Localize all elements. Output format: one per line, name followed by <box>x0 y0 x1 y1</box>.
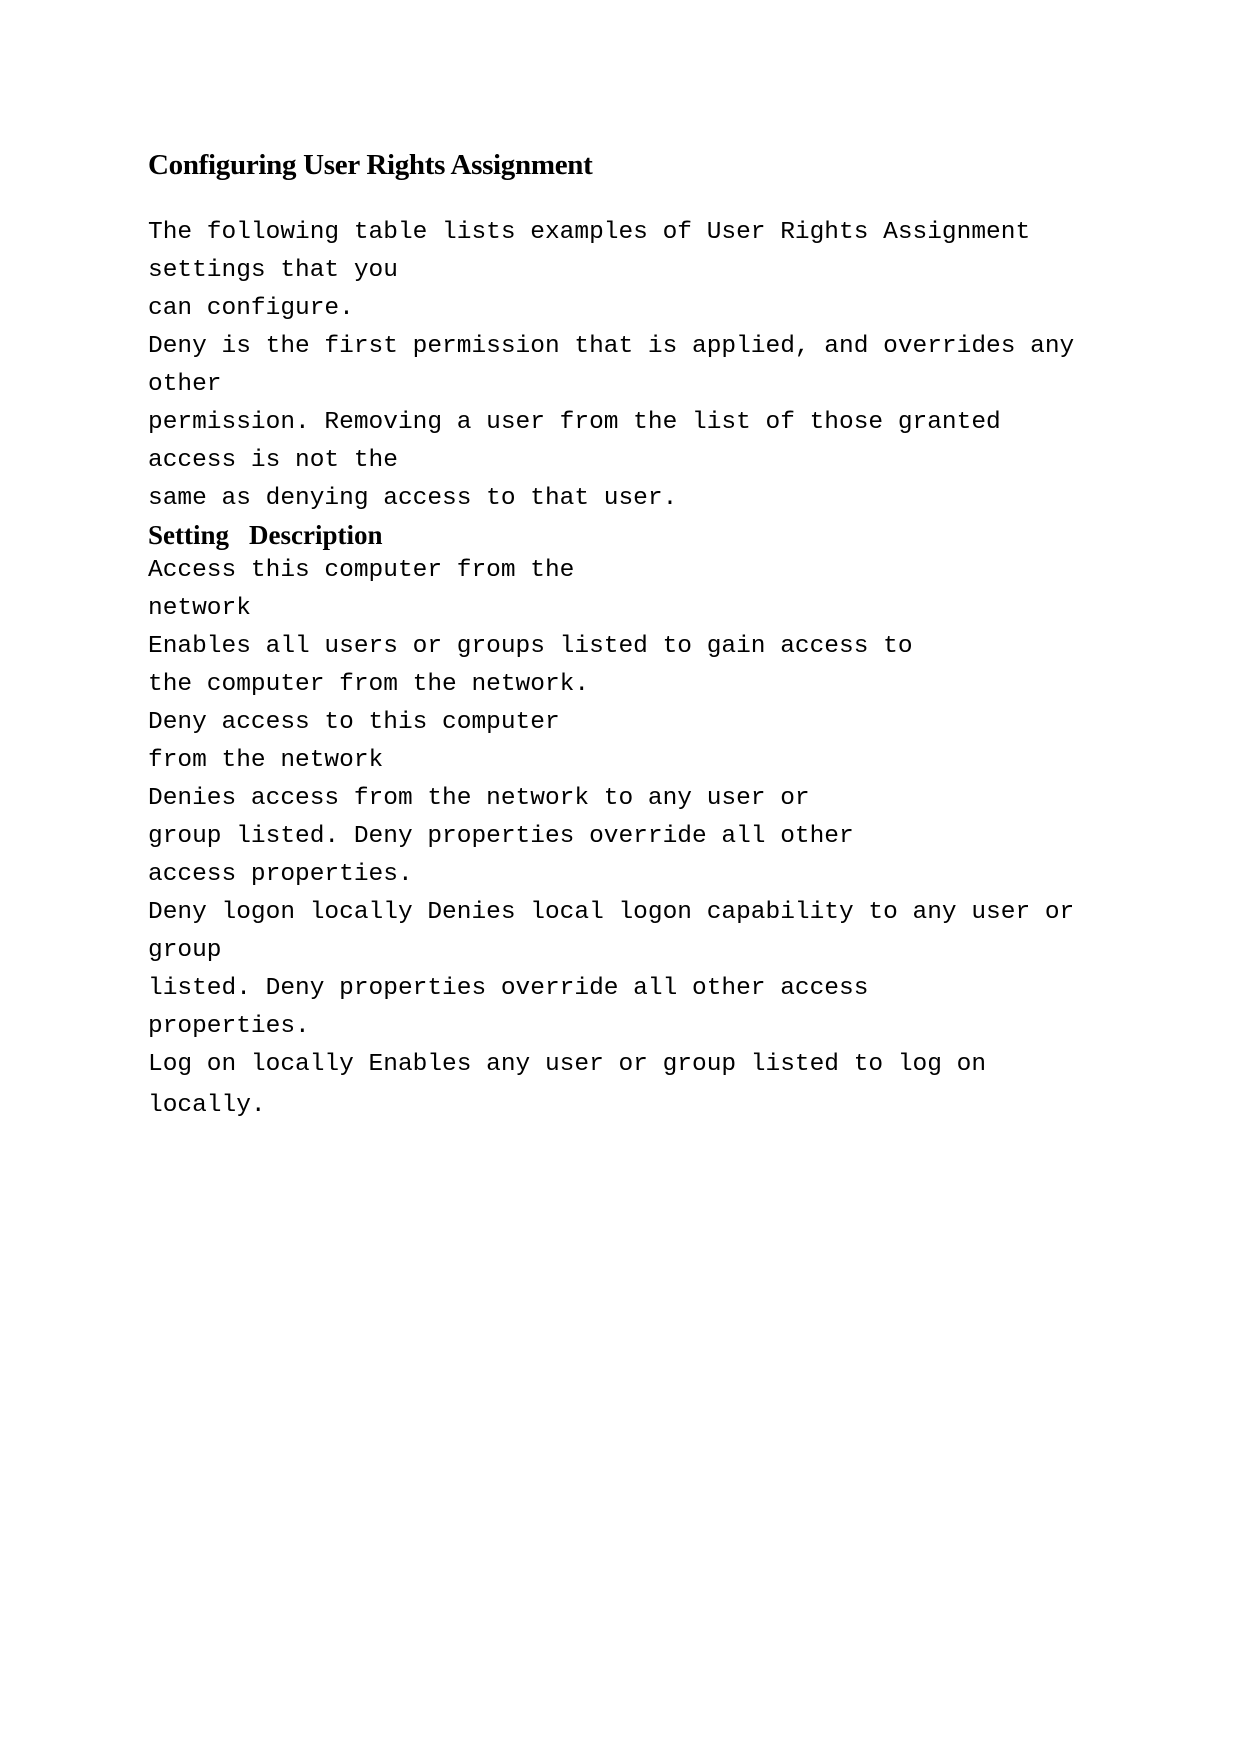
table-line: from the network <box>148 747 384 774</box>
text-line: permission. Removing a user from the list of those granted <box>148 409 1001 436</box>
table-line: network <box>148 595 251 622</box>
table-line: Log on locally Enables any user or group listed to log on <box>148 1051 987 1078</box>
table-line: Enables all users or groups listed to gain access to <box>148 633 913 660</box>
table-line: Deny access to this computer <box>148 709 560 736</box>
table-body <box>148 552 1108 1128</box>
table-line: group listed. Deny properties override all other <box>148 823 854 850</box>
intro-paragraph <box>148 214 1108 518</box>
table-line: Access this computer from the <box>148 557 575 584</box>
text-line: settings that you <box>148 257 398 284</box>
text-line: same as denying access to that user. <box>148 485 678 512</box>
text-line: The following table lists examples of User Rights Assignment <box>148 219 1031 246</box>
table-line: group <box>148 937 222 964</box>
text-line: access is not the <box>148 447 398 474</box>
column-header-description: Description <box>249 520 383 550</box>
table-line: locally. <box>148 1092 266 1119</box>
document-body <box>148 146 1108 1128</box>
table-line: properties. <box>148 1013 310 1040</box>
column-header-setting: Setting <box>148 520 229 550</box>
table-line: Deny logon locally Denies local logon capability to any user or <box>148 899 1075 926</box>
table-line: access properties. <box>148 861 413 888</box>
table-line: the computer from the network. <box>148 671 590 698</box>
table-header <box>148 518 1108 552</box>
page-title: Configuring User Rights Assignment <box>148 149 593 181</box>
table-line: listed. Deny properties override all other access <box>148 975 869 1002</box>
table-line: Denies access from the network to any user or <box>148 785 810 812</box>
text-line: Deny is the first permission that is applied, and overrides any <box>148 333 1075 360</box>
text-line: other <box>148 371 222 398</box>
text-line: can configure. <box>148 295 354 322</box>
